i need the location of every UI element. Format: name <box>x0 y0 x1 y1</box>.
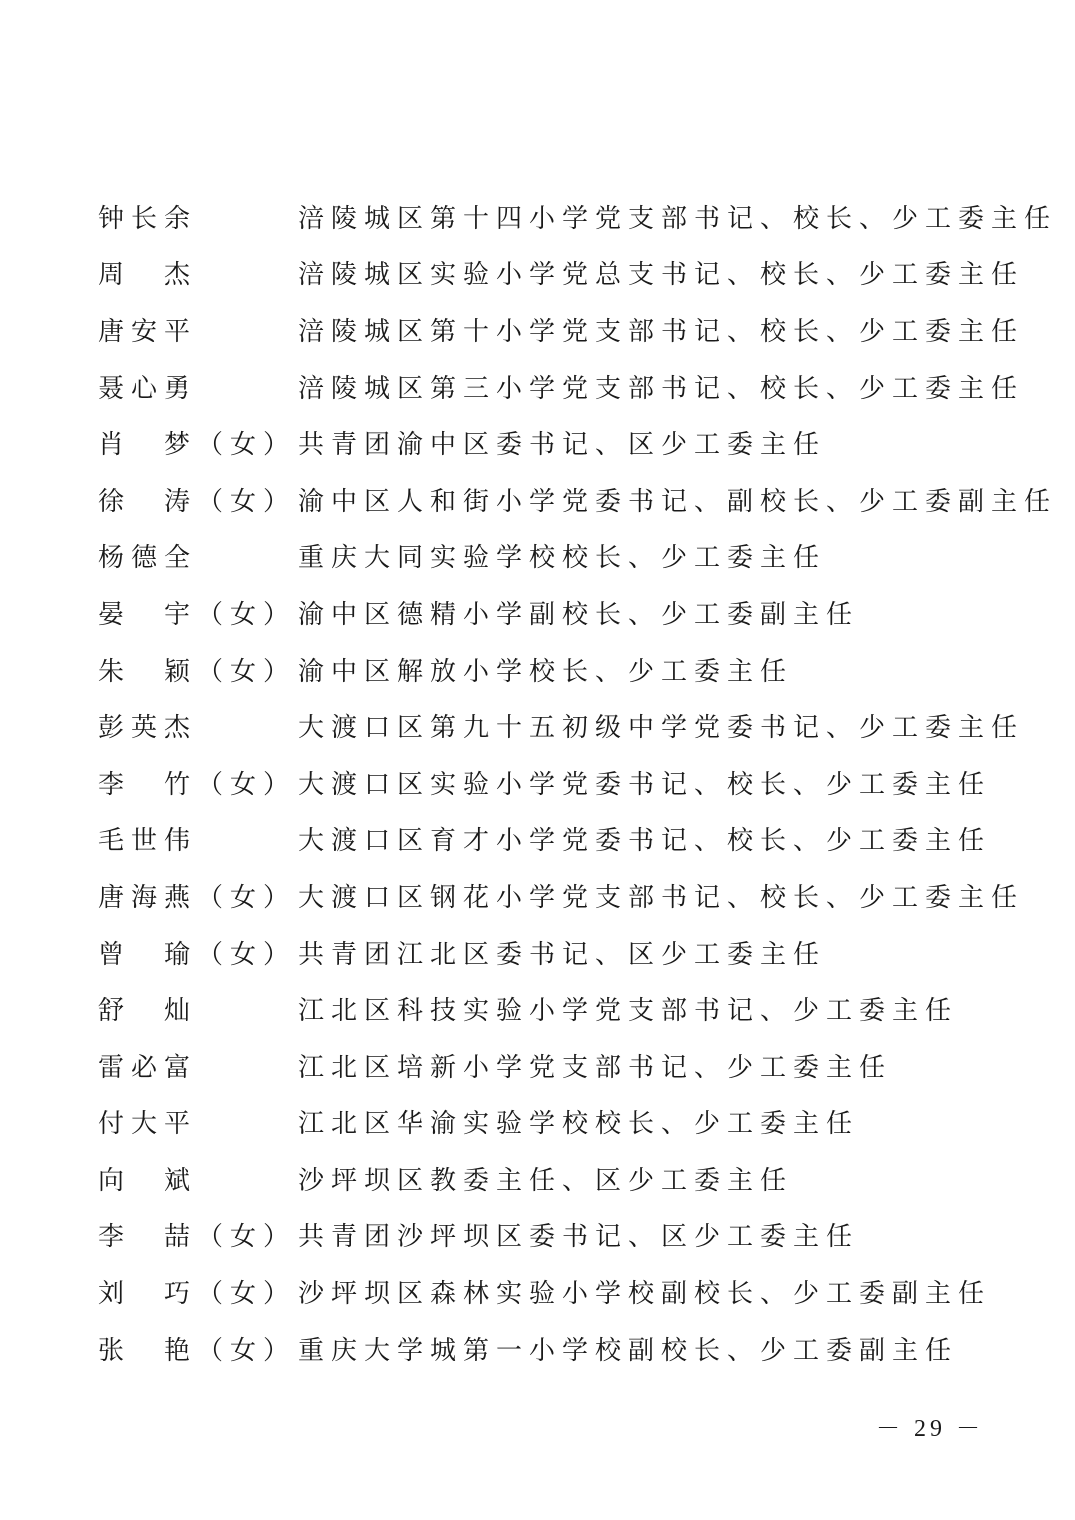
person-name: 彭英杰 <box>98 713 198 744</box>
person-title: 江北区华渝实验学校校长、少工委主任 <box>298 1109 860 1140</box>
person-title: 渝中区人和街小学党委书记、副校长、少工委副主任 <box>298 486 1058 517</box>
person-title: 共青团渝中区委书记、区少工委主任 <box>298 430 827 461</box>
person-title: 大渡口区第九十五初级中学党委书记、少工委主任 <box>298 713 1025 744</box>
list-item <box>98 697 1025 754</box>
list-item <box>98 245 1025 302</box>
person-name: 肖 梦（女） <box>98 430 297 461</box>
person-name: 刘 巧（女） <box>98 1279 297 1310</box>
person-name: 晏 宇（女） <box>98 599 297 630</box>
list-item <box>98 1207 998 1264</box>
list-item <box>98 1320 998 1377</box>
list-item <box>98 754 998 811</box>
person-title: 涪陵城区第三小学党支部书记、校长、少工委主任 <box>298 373 1025 404</box>
list-item <box>98 358 1025 415</box>
person-name: 杨德全 <box>98 543 198 574</box>
list-item <box>98 1037 998 1094</box>
person-title: 沙坪坝区森林实验小学校副校长、少工委副主任 <box>298 1279 992 1310</box>
person-title: 共青团江北区委书记、区少工委主任 <box>298 939 827 970</box>
person-name: 朱 颖（女） <box>98 656 297 687</box>
list-item <box>98 414 998 471</box>
person-title: 大渡口区钢花小学党支部书记、校长、少工委主任 <box>298 882 1025 913</box>
person-title: 大渡口区实验小学党委书记、校长、少工委主任 <box>298 769 992 800</box>
page-number: － 29 － <box>876 1416 984 1442</box>
person-title: 共青团沙坪坝区委书记、区少工委主任 <box>298 1222 860 1253</box>
name-list <box>98 188 1058 1376</box>
list-item <box>98 584 998 641</box>
list-item <box>98 980 998 1037</box>
person-name: 毛世伟 <box>98 826 198 857</box>
person-name: 向 斌 <box>98 1165 198 1196</box>
person-name: 舒 灿 <box>98 996 198 1027</box>
list-item <box>98 1150 998 1207</box>
person-title: 江北区培新小学党支部书记、少工委主任 <box>298 1052 893 1083</box>
list-item <box>98 471 1058 528</box>
person-title: 渝中区解放小学校长、少工委主任 <box>298 656 794 687</box>
person-name: 李 竹（女） <box>98 769 297 800</box>
person-name: 徐 涛（女） <box>98 486 297 517</box>
list-item <box>98 188 1058 245</box>
person-title: 沙坪坝区教委主任、区少工委主任 <box>298 1165 794 1196</box>
person-name: 周 杰 <box>98 260 198 291</box>
list-item <box>98 1263 998 1320</box>
person-name: 曾 瑜（女） <box>98 939 297 970</box>
person-title: 重庆大同实验学校校长、少工委主任 <box>298 543 827 574</box>
person-title: 渝中区德精小学副校长、少工委副主任 <box>298 599 860 630</box>
person-title: 涪陵城区第十四小学党支部书记、校长、少工委主任 <box>298 203 1058 234</box>
list-item <box>98 641 998 698</box>
person-name: 聂心勇 <box>98 373 198 404</box>
list-item <box>98 301 1025 358</box>
list-item <box>98 528 998 585</box>
person-name: 张 艳（女） <box>98 1335 297 1366</box>
person-name: 唐海燕（女） <box>98 882 297 913</box>
person-title: 大渡口区育才小学党委书记、校长、少工委主任 <box>298 826 992 857</box>
person-name: 唐安平 <box>98 316 198 347</box>
list-item <box>98 867 1025 924</box>
person-name: 付大平 <box>98 1109 198 1140</box>
person-name: 李 喆（女） <box>98 1222 297 1253</box>
person-name: 钟长余 <box>98 203 198 234</box>
list-item <box>98 1094 998 1151</box>
person-title: 重庆大学城第一小学校副校长、少工委副主任 <box>298 1335 959 1366</box>
person-title: 涪陵城区实验小学党总支书记、校长、少工委主任 <box>298 260 1025 291</box>
list-item <box>98 924 998 981</box>
list-item <box>98 811 998 868</box>
person-name: 雷必富 <box>98 1052 198 1083</box>
person-title: 江北区科技实验小学党支部书记、少工委主任 <box>298 996 959 1027</box>
person-title: 涪陵城区第十小学党支部书记、校长、少工委主任 <box>298 316 1025 347</box>
